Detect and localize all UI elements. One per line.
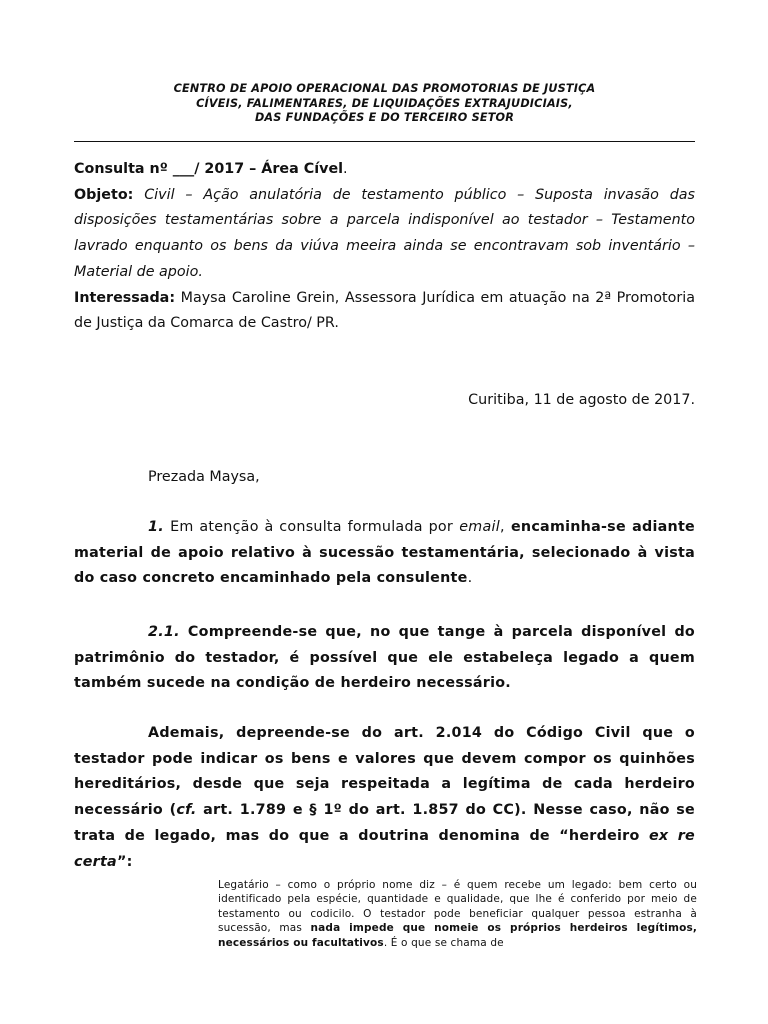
objeto-label: Objeto: xyxy=(74,186,134,203)
paragraph-1-lead: Em atenção à consulta formulada por xyxy=(170,519,454,535)
quote-bold: nada impede que nomeie os próprios herdeiros legítimos, necessários ou facultativos xyxy=(218,922,697,949)
paragraph-1 xyxy=(74,515,695,592)
paragraph-3-cf: cf. xyxy=(176,802,197,819)
paragraph-2-1 xyxy=(74,620,695,697)
paragraph-1-bold: encaminha-se adiante material de apoio relativo à sucessão testamentária, selecionado à vista do caso concreto encaminhado pela consulente xyxy=(74,519,695,587)
interessada-label: Interessada: xyxy=(74,289,176,306)
consulta-end: . xyxy=(343,161,348,177)
institution-header xyxy=(74,82,695,126)
paragraph-3-text-b: art. 1.789 e § 1º do art. 1.857 do CC). Nesse caso, não se trata de legado, mas do que a doutrina denomina de “herdeiro xyxy=(74,802,695,844)
paragraph-3-text-a: Ademais, depreende-se do art. 2.014 do Código Civil que o testador pode indicar os bens e valores que devem compor os quinhões hereditários, desde que seja respeitada a legítima de cada herdeiro necessário ( xyxy=(74,725,695,819)
consultation-metadata xyxy=(74,157,695,337)
date-line: Curitiba, 11 de agosto de 2017. xyxy=(468,392,695,408)
objeto-line xyxy=(74,183,695,286)
interessada-line xyxy=(74,286,695,337)
header-line-2: CÍVEIS, FALIMENTARES, DE LIQUIDAÇÕES EXTRAJUDICIAIS, xyxy=(196,96,573,110)
consulta-line xyxy=(74,157,695,183)
paragraph-1-comma: , xyxy=(499,519,505,535)
paragraph-3 xyxy=(74,721,695,875)
paragraph-1-end: . xyxy=(467,570,473,587)
paragraph-3-ex-re-certa: ex re certa xyxy=(74,827,695,870)
quote-text-b: . É o que se chama de xyxy=(383,936,504,949)
paragraph-1-email: email xyxy=(459,519,500,535)
paragraph-2-1-text: Compreende-se que, no que tange à parcela disponível do patrimônio do testador, é possível que ele estabeleça legado a quem também sucede na condição de herdeiro necessário. xyxy=(74,624,695,692)
paragraph-1-number: 1. xyxy=(148,519,164,535)
paragraph-2-1-number: 2.1. xyxy=(148,624,180,640)
greeting: Prezada Maysa, xyxy=(148,469,260,485)
header-line-3: DAS FUNDAÇÕES E DO TERCEIRO SETOR xyxy=(254,111,515,124)
header-divider xyxy=(74,141,695,142)
block-quote xyxy=(218,878,697,950)
quote-text-a: Legatário – como o próprio nome diz – é quem recebe um legado: bem certo ou identificado pela espécie, quantidade e qualidade, que lhe é conferido por meio de testamento ou codicilo. O testador pode beneficiar qualquer pessoa estranha à sucessão, mas xyxy=(218,879,697,935)
interessada-text: Maysa Caroline Grein, Assessora Jurídica em atuação na 2ª Promotoria de Justiça da Comarca de Castro/ PR. xyxy=(74,289,695,332)
header-line-1: CENTRO DE APOIO OPERACIONAL DAS PROMOTORIAS DE JUSTIÇA xyxy=(173,82,596,95)
paragraph-3-text-c: ”: xyxy=(116,853,133,870)
objeto-text: Civil – Ação anulatória de testamento público – Suposta invasão das disposições testamentárias sobre a parcela indisponível ao testador – Testamento lavrado enquanto os bens da viúva meeira ainda se encontravam sob inventário – Material de apoio. xyxy=(74,186,696,280)
consulta-label: Consulta nº ___/ 2017 – Área Cível xyxy=(74,161,344,177)
